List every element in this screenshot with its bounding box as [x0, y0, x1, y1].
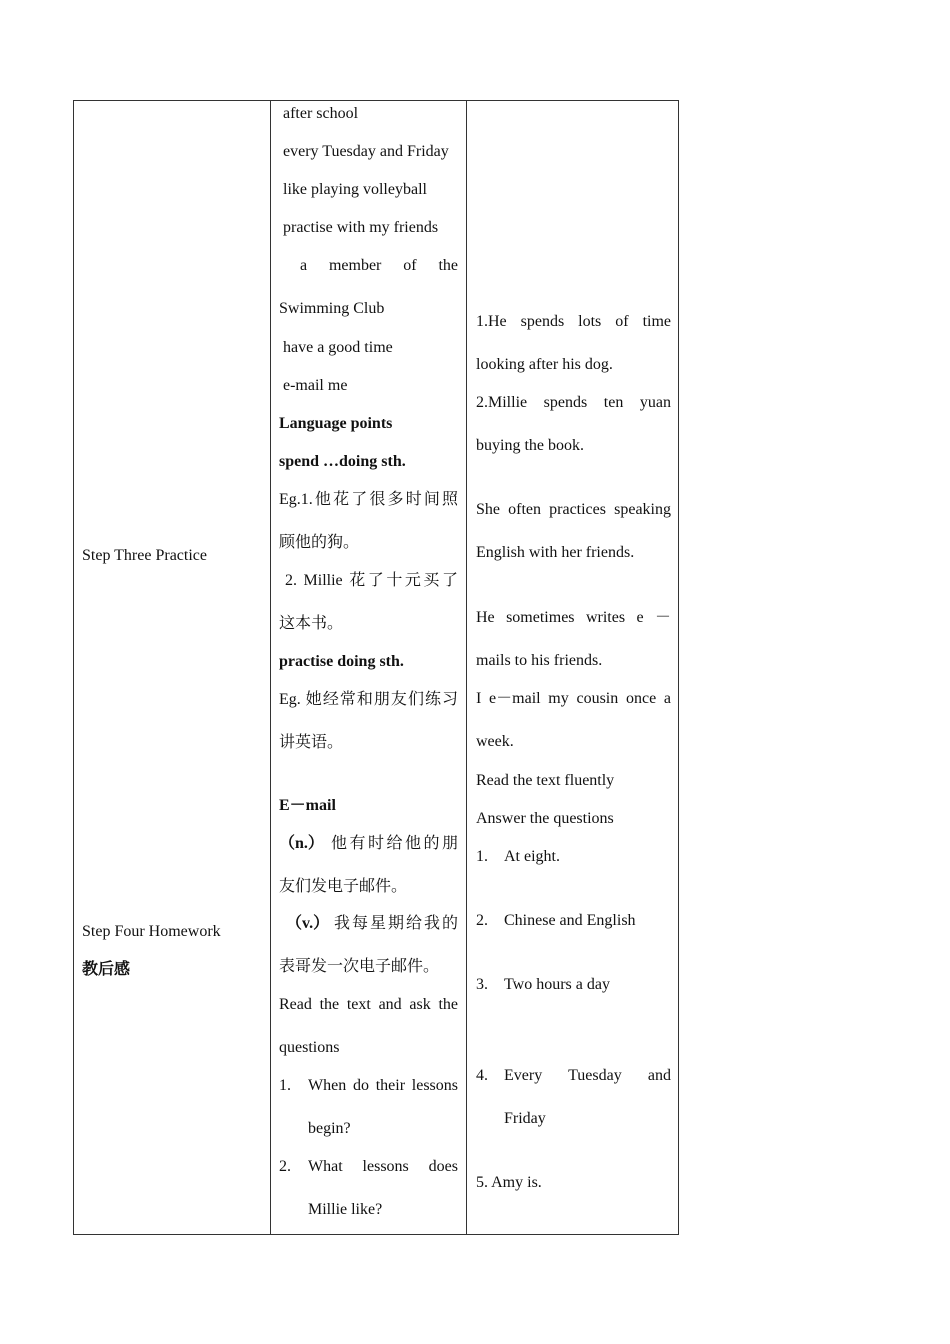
example-text: 友们发电子邮件。: [279, 878, 408, 895]
sentence-text: 1.He spends lots of time: [476, 313, 671, 330]
question-number: 1.: [279, 1077, 291, 1094]
example-text: 2. Millie 花了十元买了: [285, 572, 458, 589]
answer-number: 1.: [476, 848, 488, 865]
example-text: 表哥发一次电子邮件。: [279, 958, 440, 975]
phrase-item: every Tuesday and Friday: [283, 143, 449, 160]
reflection-label: 教后感: [82, 961, 131, 978]
phrase-item: Swimming Club: [279, 300, 385, 317]
spend-heading: spend …doing sth.: [279, 453, 406, 470]
sentence-text: week.: [476, 733, 514, 750]
practise-heading: practise doing sth.: [279, 653, 404, 670]
sentence-text: I e－mail my cousin once a: [476, 690, 671, 707]
instruction-text: Answer the questions: [476, 810, 614, 827]
answer-number: 3.: [476, 976, 488, 993]
sentence-text: She often practices speaking: [476, 501, 671, 518]
instruction-text: Read the text and ask the: [279, 996, 458, 1013]
column-divider: [270, 101, 271, 1234]
instruction-text: questions: [279, 1039, 340, 1056]
question-number: 2.: [279, 1158, 291, 1175]
step-three-label: Step Three Practice: [82, 547, 207, 564]
phrase-item: a member of the: [300, 257, 458, 274]
instruction-text: Read the text fluently: [476, 772, 615, 789]
answer-text: Friday: [504, 1110, 546, 1127]
question-text: begin?: [308, 1120, 351, 1137]
example-text: 我每星期给我的: [334, 915, 458, 932]
sentence-text: mails to his friends.: [476, 652, 603, 669]
answer-text: At eight.: [504, 848, 560, 865]
example-text: 他有时给他的朋: [331, 835, 458, 852]
phrase-item: e-mail me: [283, 377, 348, 394]
question-text: What lessons does: [308, 1158, 458, 1175]
phrase-item: like playing volleyball: [283, 181, 427, 198]
question-text: When do their lessons: [308, 1077, 458, 1094]
phrase-item: after school: [283, 105, 359, 122]
sentence-text: He sometimes writes e －: [476, 609, 671, 626]
language-points-heading: Language points: [279, 415, 393, 432]
answer-number: 4.: [476, 1067, 488, 1084]
sentence-text: buying the book.: [476, 437, 584, 454]
verb-label: （v.）: [286, 915, 330, 932]
sentence-text: looking after his dog.: [476, 356, 613, 373]
phrase-item: have a good time: [283, 339, 393, 356]
step-four-label: Step Four Homework: [82, 923, 221, 940]
answer-text: Chinese and English: [504, 912, 636, 929]
email-heading: E－mail: [279, 797, 336, 814]
noun-label: （n.）: [279, 835, 324, 852]
example-text: 讲英语。: [279, 734, 344, 751]
example-text: 这本书。: [279, 615, 344, 632]
answer-text: Two hours a day: [504, 976, 610, 993]
answer-number: 2.: [476, 912, 488, 929]
example-text: Eg. 她经常和朋友们练习: [279, 691, 458, 708]
sentence-text: 2.Millie spends ten yuan: [476, 394, 671, 411]
example-text: Eg.1.他花了很多时间照: [279, 491, 458, 508]
example-text: 顾他的狗。: [279, 534, 360, 551]
phrase-item: practise with my friends: [283, 219, 439, 236]
sentence-text: English with her friends.: [476, 544, 635, 561]
question-text: Millie like?: [308, 1201, 383, 1218]
answer-text: 5. Amy is.: [476, 1174, 542, 1191]
answer-text: Every Tuesday and: [504, 1067, 671, 1084]
column-divider: [466, 101, 467, 1234]
